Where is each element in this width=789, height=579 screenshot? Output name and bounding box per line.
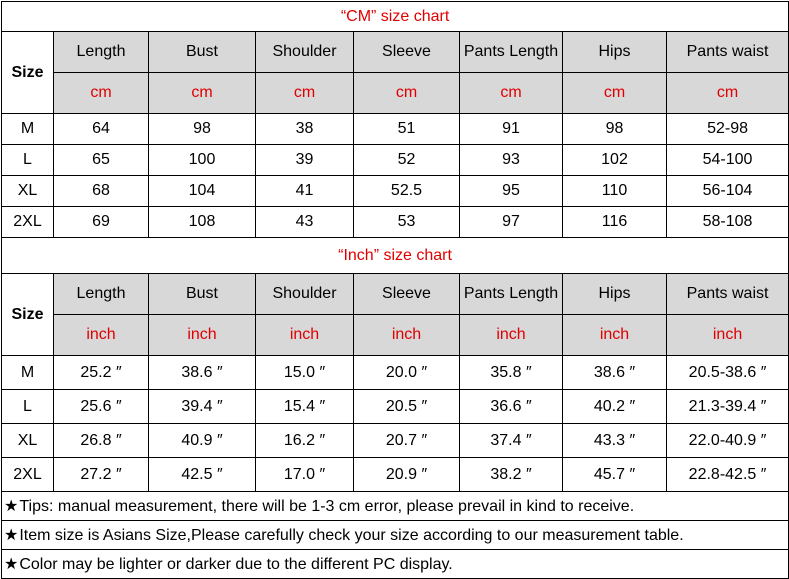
inch-col-pants-length: Pants Length bbox=[460, 274, 563, 315]
inch-size: L bbox=[2, 390, 54, 424]
cm-row bbox=[2, 176, 789, 207]
cm-cell: 69 bbox=[54, 207, 149, 238]
cm-cell: 56-104 bbox=[667, 176, 789, 207]
cm-cell: 51 bbox=[354, 114, 460, 145]
inch-unit-pants-length: inch bbox=[460, 315, 563, 356]
cm-cell: 91 bbox=[460, 114, 563, 145]
inch-size: XL bbox=[2, 424, 54, 458]
cm-col-bust: Bust bbox=[149, 32, 256, 73]
inch-row bbox=[2, 390, 789, 424]
cm-unit-shoulder: cm bbox=[256, 73, 354, 114]
inch-row bbox=[2, 458, 789, 492]
inch-cell: 20.5-38.6 ″ bbox=[667, 356, 789, 390]
inch-row bbox=[2, 424, 789, 458]
inch-cell: 20.5 ″ bbox=[354, 390, 460, 424]
cm-col-shoulder: Shoulder bbox=[256, 32, 354, 73]
inch-col-bust: Bust bbox=[149, 274, 256, 315]
cm-cell: 52.5 bbox=[354, 176, 460, 207]
cm-row bbox=[2, 207, 789, 238]
star-icon: ★ bbox=[4, 527, 19, 544]
cm-cell: 98 bbox=[563, 114, 667, 145]
inch-unit-length: inch bbox=[54, 315, 149, 356]
inch-cell: 38.2 ″ bbox=[460, 458, 563, 492]
inch-cell: 16.2 ″ bbox=[256, 424, 354, 458]
inch-col-length: Length bbox=[54, 274, 149, 315]
cm-unit-length: cm bbox=[54, 73, 149, 114]
inch-cell: 22.0-40.9 ″ bbox=[667, 424, 789, 458]
cm-cell: 41 bbox=[256, 176, 354, 207]
inch-col-hips: Hips bbox=[563, 274, 667, 315]
size-chart-sheet bbox=[1, 1, 788, 577]
star-icon: ★ bbox=[4, 556, 19, 573]
inch-cell: 43.3 ″ bbox=[563, 424, 667, 458]
inch-cell: 42.5 ″ bbox=[149, 458, 256, 492]
inch-cell: 40.2 ″ bbox=[563, 390, 667, 424]
note-asian-size-text: Item size is Asians Size,Please carefully check your size according to our measurement table. bbox=[19, 527, 684, 544]
note-color-text: Color may be lighter or darker due to the different PC display. bbox=[19, 556, 453, 573]
cm-row bbox=[2, 145, 789, 176]
inch-cell: 38.6 ″ bbox=[563, 356, 667, 390]
cm-size: M bbox=[2, 114, 54, 145]
cm-cell: 102 bbox=[563, 145, 667, 176]
cm-unit-sleeve: cm bbox=[354, 73, 460, 114]
inch-cell: 20.7 ″ bbox=[354, 424, 460, 458]
inch-cell: 38.6 ″ bbox=[149, 356, 256, 390]
inch-chart-title: “Inch” size chart bbox=[2, 238, 789, 274]
cm-cell: 52 bbox=[354, 145, 460, 176]
cm-cell: 97 bbox=[460, 207, 563, 238]
note-tips bbox=[2, 492, 789, 521]
cm-cell: 116 bbox=[563, 207, 667, 238]
inch-cell: 40.9 ″ bbox=[149, 424, 256, 458]
inch-unit-hips: inch bbox=[563, 315, 667, 356]
cm-cell: 53 bbox=[354, 207, 460, 238]
cm-col-sleeve: Sleeve bbox=[354, 32, 460, 73]
cm-cell: 58-108 bbox=[667, 207, 789, 238]
note-color bbox=[2, 550, 789, 579]
inch-col-pants-waist: Pants waist bbox=[667, 274, 789, 315]
cm-cell: 104 bbox=[149, 176, 256, 207]
cm-col-hips: Hips bbox=[563, 32, 667, 73]
inch-col-shoulder: Shoulder bbox=[256, 274, 354, 315]
inch-unit-shoulder: inch bbox=[256, 315, 354, 356]
cm-cell: 54-100 bbox=[667, 145, 789, 176]
note-tips-text: Tips: manual measurement, there will be 1-3 cm error, please prevail in kind to receive. bbox=[19, 498, 635, 515]
cm-cell: 95 bbox=[460, 176, 563, 207]
cm-size: L bbox=[2, 145, 54, 176]
inch-cell: 27.2 ″ bbox=[54, 458, 149, 492]
cm-cell: 110 bbox=[563, 176, 667, 207]
cm-cell: 98 bbox=[149, 114, 256, 145]
inch-size: M bbox=[2, 356, 54, 390]
inch-cell: 37.4 ″ bbox=[460, 424, 563, 458]
cm-unit-pants-length: cm bbox=[460, 73, 563, 114]
star-icon: ★ bbox=[4, 498, 19, 515]
cm-cell: 43 bbox=[256, 207, 354, 238]
size-chart-table bbox=[1, 1, 789, 579]
cm-cell: 108 bbox=[149, 207, 256, 238]
inch-cell: 26.8 ″ bbox=[54, 424, 149, 458]
cm-col-pants-waist: Pants waist bbox=[667, 32, 789, 73]
inch-unit-pants-waist: inch bbox=[667, 315, 789, 356]
inch-cell: 15.4 ″ bbox=[256, 390, 354, 424]
inch-cell: 17.0 ″ bbox=[256, 458, 354, 492]
inch-cell: 15.0 ″ bbox=[256, 356, 354, 390]
inch-col-sleeve: Sleeve bbox=[354, 274, 460, 315]
cm-unit-hips: cm bbox=[563, 73, 667, 114]
cm-size-header: Size bbox=[2, 32, 54, 114]
inch-unit-bust: inch bbox=[149, 315, 256, 356]
inch-cell: 39.4 ″ bbox=[149, 390, 256, 424]
inch-size-header: Size bbox=[2, 274, 54, 356]
inch-cell: 25.2 ″ bbox=[54, 356, 149, 390]
inch-cell: 35.8 ″ bbox=[460, 356, 563, 390]
inch-cell: 25.6 ″ bbox=[54, 390, 149, 424]
inch-unit-sleeve: inch bbox=[354, 315, 460, 356]
inch-cell: 36.6 ″ bbox=[460, 390, 563, 424]
cm-cell: 38 bbox=[256, 114, 354, 145]
cm-cell: 64 bbox=[54, 114, 149, 145]
cm-cell: 68 bbox=[54, 176, 149, 207]
cm-unit-bust: cm bbox=[149, 73, 256, 114]
cm-cell: 93 bbox=[460, 145, 563, 176]
inch-cell: 20.0 ″ bbox=[354, 356, 460, 390]
inch-size: 2XL bbox=[2, 458, 54, 492]
cm-cell: 65 bbox=[54, 145, 149, 176]
cm-size: XL bbox=[2, 176, 54, 207]
note-asian-size bbox=[2, 521, 789, 550]
cm-row bbox=[2, 114, 789, 145]
cm-cell: 39 bbox=[256, 145, 354, 176]
cm-col-pants-length: Pants Length bbox=[460, 32, 563, 73]
cm-size: 2XL bbox=[2, 207, 54, 238]
cm-col-length: Length bbox=[54, 32, 149, 73]
inch-cell: 21.3-39.4 ″ bbox=[667, 390, 789, 424]
cm-cell: 52-98 bbox=[667, 114, 789, 145]
cm-cell: 100 bbox=[149, 145, 256, 176]
cm-chart-title: “CM” size chart bbox=[2, 2, 789, 32]
inch-cell: 45.7 ″ bbox=[563, 458, 667, 492]
cm-unit-pants-waist: cm bbox=[667, 73, 789, 114]
inch-cell: 20.9 ″ bbox=[354, 458, 460, 492]
inch-cell: 22.8-42.5 ″ bbox=[667, 458, 789, 492]
inch-row bbox=[2, 356, 789, 390]
